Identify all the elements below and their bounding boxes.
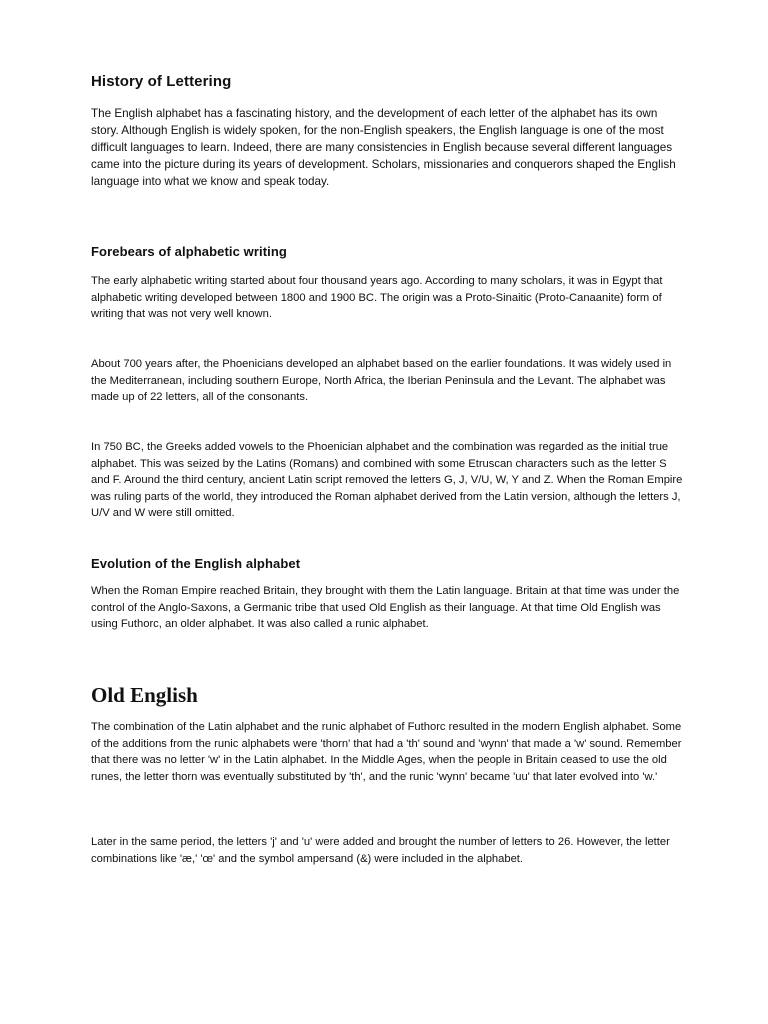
paragraph-forebears-2 [91, 356, 683, 406]
paragraph-evolution-1 [91, 583, 683, 633]
paragraph-evolution-1-text: When the Roman Empire reached Britain, they brought with them the Latin language. Britain at that time was under the control of the Anglo-Saxons, a Germanic tribe that used Old English as their language. At that time Old English was using Futhorc, an older alphabet. It was also called a runic alphabet. [91, 585, 680, 630]
heading-evolution: Evolution of the English alphabet [91, 556, 301, 571]
paragraph-old-english-2 [91, 834, 683, 867]
paragraph-forebears-2-text: About 700 years after, the Phoenicians developed an alphabet based on the earlier foundations. It was widely used in the Mediterranean, including southern Europe, North Africa, the Iberian Peninsula and the Levant. The alphabet was made up of 22 letters, all of the consonants. [91, 358, 672, 403]
paragraph-intro [91, 105, 683, 190]
paragraph-old-english-1-text: The combination of the Latin alphabet and the runic alphabet of Futhorc resulted in the modern English alphabet. Some of the additions from the runic alphabets were 'thorn' that had a 'th' sound and 'wynn' that made a 'w' sound. Remember that there was no letter 'w' in the Latin alphabet. In the Middle Ages, when the people in Britain ceased to use the old runes, the letter thorn was eventually substituted by 'th', and the runic 'wynn' became 'uu' that later evolved into 'w.' [91, 721, 682, 783]
heading-history-of-lettering: History of Lettering [91, 73, 232, 90]
heading-old-english: Old English [91, 683, 198, 707]
paragraph-forebears-1-text: The early alphabetic writing started about four thousand years ago. According to many scholars, it was in Egypt that alphabetic writing developed between 1800 and 1900 BC. The origin was a Proto-Sinaitic (Proto-Canaanite) form of writing that was not very well known. [91, 275, 663, 320]
paragraph-old-english-1 [91, 719, 683, 785]
heading-forebears: Forebears of alphabetic writing [91, 244, 287, 259]
paragraph-forebears-3-text: In 750 BC, the Greeks added vowels to the Phoenician alphabet and the combination was regarded as the initial true alphabet. This was seized by the Latins (Romans) and combined with some Etruscan characters such as the letter S and F. Around the third century, ancient Latin script removed the letters G, J, V/U, W, Y and Z. When the Roman Empire was ruling parts of the world, they introduced the Roman alphabet derived from the Latin version, although the letters J, U/V and W were still omitted. [91, 441, 683, 519]
paragraph-intro-text: The English alphabet has a fascinating history, and the development of each letter of the alphabet has its own story. Although English is widely spoken, for the non-English speakers, the English language is one of the most difficult languages to learn. Indeed, there are many consistencies in English because several different languages came into the picture during its years of development. Scholars, missionaries and conquerors shaped the English language into what we know and speak today. [91, 107, 676, 188]
paragraph-forebears-3 [91, 439, 683, 522]
paragraph-forebears-1 [91, 273, 683, 323]
paragraph-old-english-2-text: Later in the same period, the letters 'j' and 'u' were added and brought the number of letters to 26. However, the letter combinations like 'æ,' 'œ' and the symbol ampersand (&) were included in the alphabet. [91, 836, 670, 865]
